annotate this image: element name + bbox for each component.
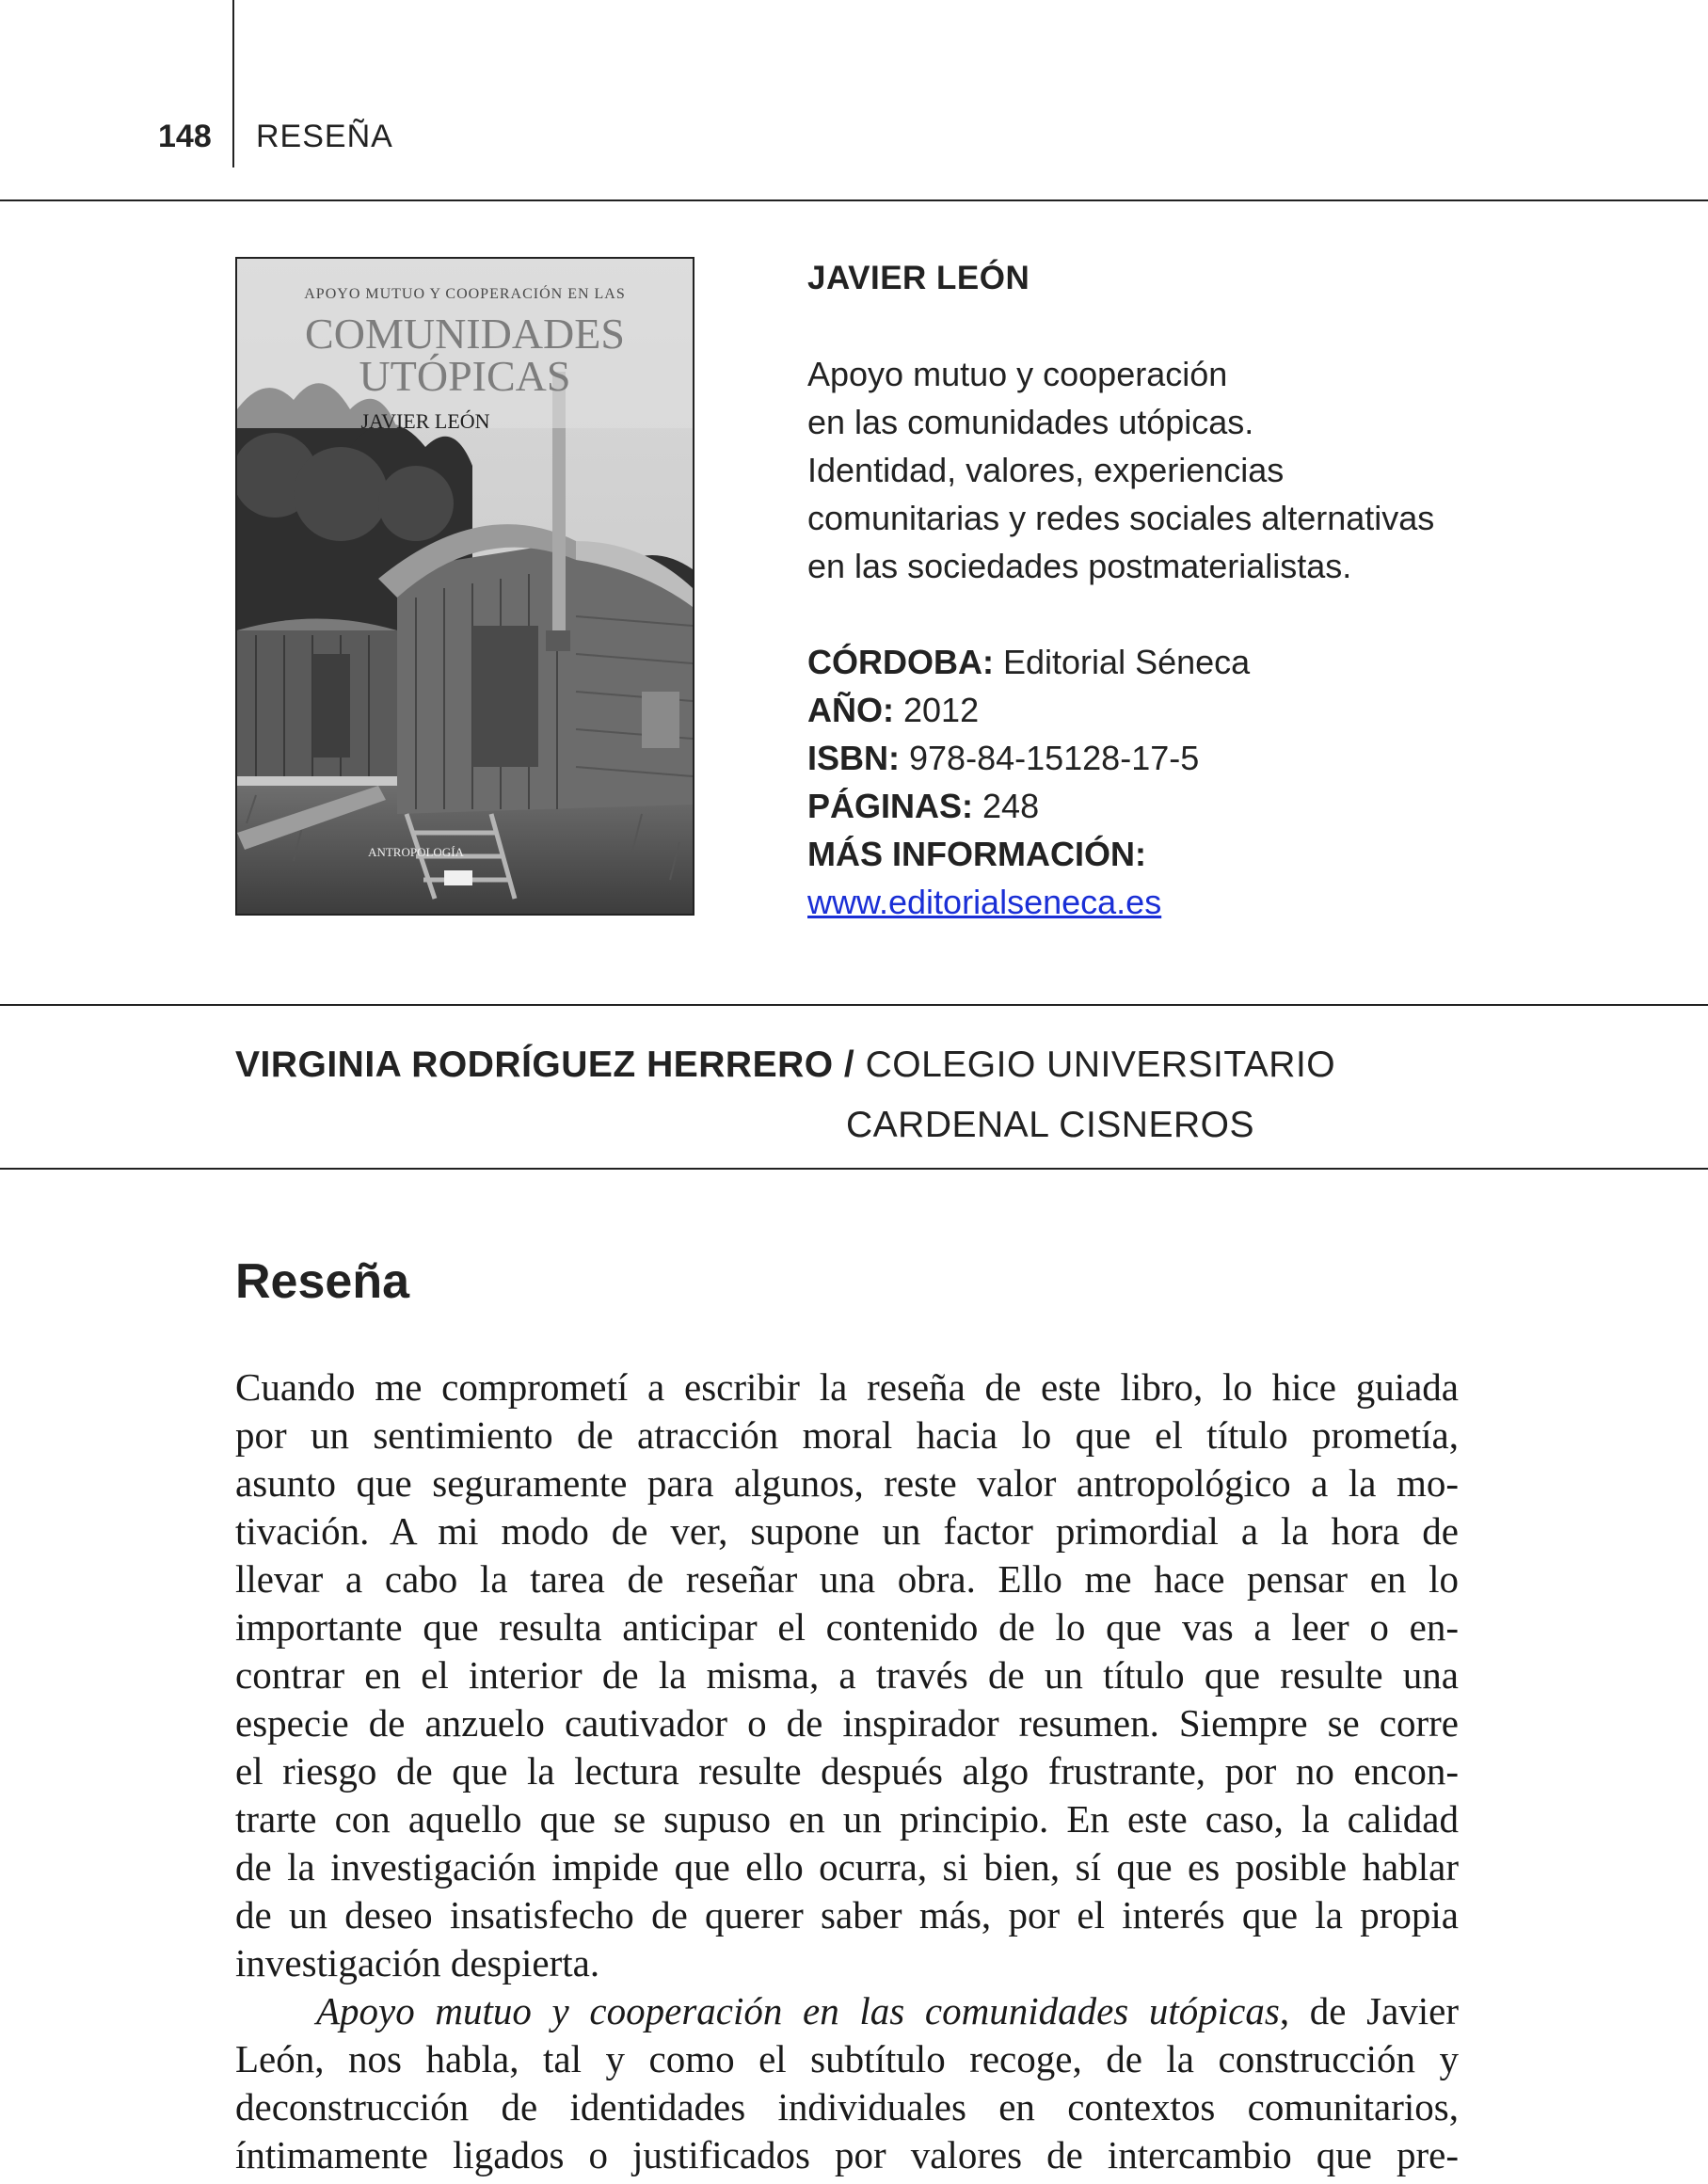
book-title-line: en las sociedades postmaterialistas.	[807, 547, 1352, 585]
section-heading: Reseña	[235, 1254, 409, 1309]
paragraph-line: contrar en el interior de la misma, a través de un título que resulte una	[235, 1653, 1459, 1697]
book-title-line: Identidad, valores, experiencias	[807, 451, 1285, 489]
cover-author: JAVIER LEÓN	[360, 409, 490, 433]
meta-more-info: MÁS INFORMACIÓN:	[807, 835, 1146, 873]
paragraph-line: de un deseo insatisfecho de querer saber más, por el interés que la propia	[235, 1893, 1459, 1937]
publisher-website-link[interactable]: www.editorialseneca.es	[807, 883, 1162, 921]
running-head: RESEÑA	[256, 119, 393, 154]
book-title-line: comunitarias y redes sociales alternativas	[807, 499, 1435, 537]
reviewer-name: VIRGINIA RODRÍGUEZ HERRERO /	[235, 1044, 855, 1085]
top-rule	[0, 199, 1708, 201]
cover-collection: ANTROPOLOGÍA	[368, 845, 464, 859]
publisher-logo-icon	[444, 870, 472, 885]
paragraph-line: León, nos habla, tal y como el subtítulo recoge, de la construcción y	[235, 2037, 1459, 2080]
meta-isbn: ISBN: 978-84-15128-17-5	[807, 739, 1200, 777]
reviewer-block	[235, 1035, 1335, 1156]
paragraph-line: asunto que seguramente para algunos, reste valor antropológico a la mo-	[235, 1461, 1459, 1505]
paragraph-line: por un sentimiento de atracción moral hacia lo que el título prometía,	[235, 1413, 1459, 1457]
meta-year: AÑO: 2012	[807, 691, 980, 729]
cover-title-line2: UTÓPICAS	[359, 352, 571, 400]
reviewer-affiliation-line1: COLEGIO UNIVERSITARIO	[865, 1044, 1336, 1085]
rule-below-reviewer	[0, 1168, 1708, 1170]
reviewer-affiliation-line2: CARDENAL CISNEROS	[846, 1105, 1254, 1145]
paragraph-line: tivación. A mi modo de ver, supone un factor primordial a la hora de	[235, 1509, 1459, 1553]
book-title-italic: Apoyo mutuo y cooperación en las comunidades utópicas	[316, 1989, 1280, 2033]
header-divider	[232, 0, 234, 167]
paragraph-line: el riesgo de que la lectura resulte después algo frustrante, por no encon-	[235, 1749, 1459, 1793]
paragraph-line: deconstrucción de identidades individuales en contextos comunitarios,	[235, 2085, 1459, 2128]
paragraph-line: Apoyo mutuo y cooperación en las comunidades utópicas, de Javier	[316, 1989, 1460, 2033]
paragraph-line: especie de anzuelo cautivador o de inspirador resumen. Siempre se corre	[235, 1701, 1459, 1745]
paragraph-line: Cuando me comprometí a escribir la reseña de este libro, lo hice guiada	[235, 1365, 1459, 1409]
book-author: JAVIER LEÓN	[807, 260, 1030, 296]
paragraph-line: trarte con aquello que se supuso en un principio. En este caso, la calidad	[235, 1797, 1459, 1841]
review-body	[235, 1363, 1459, 2179]
rule-above-reviewer	[0, 1004, 1708, 1006]
paragraph-line: de la investigación impide que ello ocurra, si bien, sí que es posible hablar	[235, 1845, 1459, 1889]
cover-title-line1: COMUNIDADES	[305, 310, 625, 358]
book-title-line: Apoyo mutuo y cooperación	[807, 355, 1228, 393]
page-number: 148	[158, 119, 212, 154]
paragraph-line: investigación despierta.	[235, 1941, 600, 1985]
meta-pages: PÁGINAS: 248	[807, 787, 1040, 825]
book-title-line: en las comunidades utópicas.	[807, 403, 1254, 441]
paragraph-line: importante que resulta anticipar el contenido de lo que vas a leer o en-	[235, 1605, 1459, 1649]
meta-place: CÓRDOBA: Editorial Séneca	[807, 643, 1251, 681]
paragraph-line: llevar a cabo la tarea de reseñar una obra. Ello me hace pensar en lo	[235, 1557, 1459, 1601]
paragraph-line: íntimamente ligados o justificados por valores de intercambio que pre-	[235, 2133, 1459, 2176]
book-metadata	[807, 638, 1466, 926]
cover-pre-title: APOYO MUTUO Y COOPERACIÓN EN LAS	[304, 286, 626, 302]
book-cover-image	[235, 257, 694, 916]
book-info	[807, 254, 1466, 926]
book-title	[807, 350, 1466, 590]
